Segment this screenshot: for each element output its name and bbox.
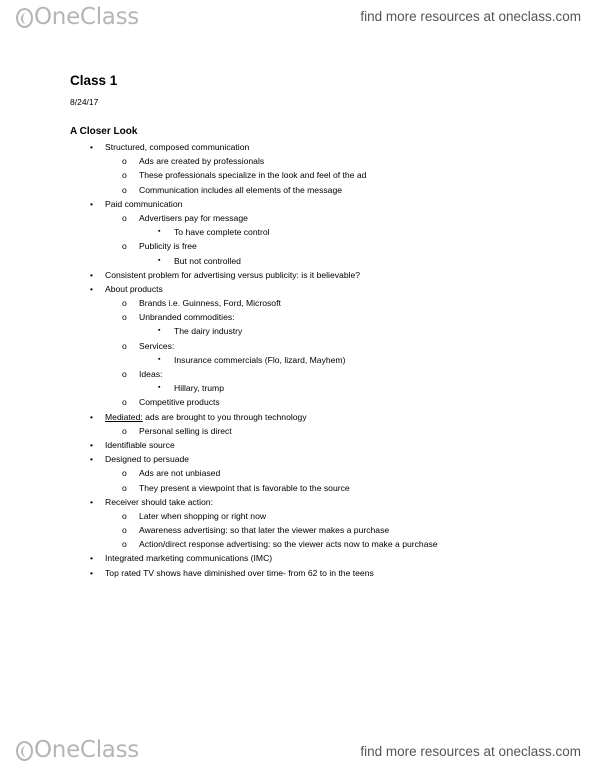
- list-item: ▪ But not controlled: [158, 255, 241, 266]
- list-item: • Top rated TV shows have diminished over time- from 62 to in the teens: [90, 567, 374, 578]
- bullet-icon: •: [90, 269, 94, 280]
- bullet-icon: ▪: [158, 355, 161, 363]
- section-heading: A Closer Look: [70, 126, 138, 137]
- list-item: • Consistent problem for advertising versus publicity: is it believable?: [90, 269, 361, 280]
- list-item: o Unbranded commodities:: [122, 312, 235, 323]
- bullet-icon: •: [90, 496, 94, 507]
- list-item: • Receiver should take action:: [90, 496, 213, 507]
- bullet-icon: o: [122, 525, 127, 536]
- list-item: • Integrated marketing communications (IMC): [90, 553, 273, 564]
- list-item: o Advertisers pay for message: [122, 212, 248, 223]
- header-logo-text: OneClass: [34, 4, 139, 30]
- oneclass-logo-icon: [16, 8, 33, 28]
- list-item: • Paid communication: [90, 198, 183, 209]
- header-logo[interactable]: [16, 6, 139, 29]
- bullet-icon: o: [122, 212, 127, 223]
- list-item: • About products: [90, 283, 163, 294]
- bullet-icon: o: [122, 298, 127, 309]
- bullet-icon: •: [90, 411, 94, 422]
- list-item: o Awareness advertising: so that later the viewer makes a purchase: [122, 525, 390, 536]
- list-item: o Action/direct response advertising: so the viewer acts now to make a purchase: [122, 539, 438, 550]
- bullet-icon: o: [122, 468, 127, 479]
- list-item: o Ads are not unbiased: [122, 468, 221, 479]
- list-item: o Ads are created by professionals: [122, 156, 265, 167]
- list-item: • Mediated: ads are brought to you through technology: [90, 411, 307, 422]
- bullet-icon: •: [90, 567, 94, 578]
- bullet-icon: •: [90, 283, 94, 294]
- footer-tagline[interactable]: find more resources at oneclass.com: [360, 744, 581, 759]
- list-item: o Publicity is free: [122, 241, 197, 252]
- list-item: o Competitive products: [122, 397, 220, 408]
- bullet-icon: ▪: [158, 256, 161, 264]
- bullet-icon: •: [90, 198, 94, 209]
- document-date: 8/24/17: [70, 97, 99, 107]
- notes-list: [70, 140, 580, 580]
- bullet-icon: o: [122, 482, 127, 493]
- list-item: o These professionals specialize in the look and feel of the ad: [122, 170, 367, 181]
- bullet-icon: o: [122, 156, 127, 167]
- footer-logo[interactable]: [16, 739, 139, 762]
- list-item: • Designed to persuade: [90, 454, 190, 465]
- list-item: o Ideas:: [122, 369, 163, 379]
- bullet-icon: o: [122, 170, 127, 181]
- bullet-icon: o: [122, 539, 127, 550]
- mediated-term: Mediated:: [105, 411, 143, 422]
- bullet-icon: ▪: [158, 327, 161, 335]
- oneclass-logo-icon: [16, 741, 33, 761]
- bullet-icon: •: [90, 439, 94, 450]
- bullet-icon: o: [122, 340, 127, 351]
- list-item: ▪ Insurance commercials (Flo, lizard, Mayhem): [158, 354, 346, 365]
- bullet-icon: o: [122, 425, 127, 436]
- header-tagline[interactable]: find more resources at oneclass.com: [360, 9, 581, 24]
- bullet-icon: ▪: [158, 228, 161, 236]
- bullet-icon: o: [122, 369, 127, 379]
- bullet-icon: o: [122, 184, 127, 195]
- bullet-icon: o: [122, 241, 127, 252]
- list-item: o Communication includes all elements of the message: [122, 184, 343, 195]
- bullet-icon: •: [90, 454, 94, 465]
- bullet-icon: o: [122, 312, 127, 323]
- footer-logo-text: OneClass: [34, 737, 139, 763]
- bullet-icon: •: [90, 553, 94, 564]
- document-body: [70, 73, 580, 580]
- list-item: ▪ Hillary, trump: [158, 383, 224, 394]
- bullet-icon: ▪: [158, 384, 161, 392]
- bullet-icon: •: [90, 142, 94, 152]
- list-item: o Personal selling is direct: [122, 425, 232, 436]
- list-item: • Identifiable source: [90, 439, 175, 450]
- list-item: o Brands i.e. Guinness, Ford, Microsoft: [122, 298, 281, 309]
- bullet-icon: o: [122, 510, 127, 521]
- list-item: ▪ To have complete control: [158, 227, 270, 238]
- list-item: ▪ The dairy industry: [158, 326, 243, 337]
- list-item: o They present a viewpoint that is favorable to the source: [122, 482, 350, 493]
- page-title: Class 1: [70, 73, 118, 88]
- bullet-icon: o: [122, 397, 127, 408]
- list-item: • Structured, composed communication: [90, 142, 250, 152]
- list-item: o Later when shopping or right now: [122, 510, 267, 521]
- list-item: o Services:: [122, 340, 175, 351]
